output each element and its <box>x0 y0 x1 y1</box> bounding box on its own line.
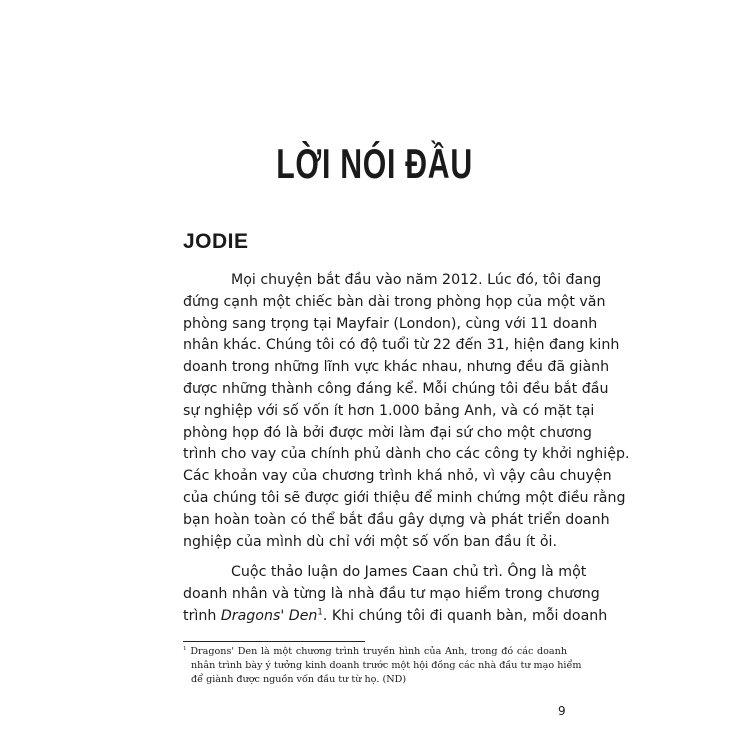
paragraph-line: phòng họp đó là bởi được mời làm đại sứ cho một chương <box>183 424 592 441</box>
footnote-text: Dragons' Den là một chương trình truyền hình của Anh, trong đó các doanh <box>186 646 567 657</box>
page-number: 9 <box>558 704 566 718</box>
footnote-line: để giành được nguồn vốn đầu tư từ họ. (ND) <box>191 674 407 685</box>
footnote <box>183 645 582 687</box>
paragraph-line: Các khoản vay của chương trình khá nhỏ, vì vậy câu chuyện <box>183 468 612 485</box>
text: trình <box>183 607 221 624</box>
paragraph-line: đứng cạnh một chiếc bàn dài trong phòng họp của một văn <box>183 293 606 310</box>
chapter-title <box>0 140 750 188</box>
paragraph-line: trình cho vay của chính phủ dành cho các công ty khởi nghiệp. <box>183 446 630 463</box>
paragraph-line: phòng sang trọng tại Mayfair (London), cùng với 11 doanh <box>183 315 598 332</box>
paragraph-1 <box>183 270 630 553</box>
text: . Khi chúng tôi đi quanh bàn, mỗi doanh <box>322 607 608 624</box>
footnote-marker: 1 <box>183 645 187 652</box>
paragraph-line: của chúng tôi sẽ được giới thiệu để minh chứng một điều rằng <box>183 489 626 506</box>
paragraph-line <box>183 606 608 628</box>
paragraph-line: sự nghiệp với số vốn ít hơn 1.000 bảng Anh, và có mặt tại <box>183 402 595 419</box>
paragraph-line: doanh trong những lĩnh vực khác nhau, nhưng đều đã giành <box>183 359 610 376</box>
footnote-line: nhân trình bày ý tưởng kinh doanh trước một hội đồng các nhà đầu tư mạo hiểm <box>191 660 582 671</box>
paragraph-line: bạn hoàn toàn có thể bắt đầu gây dựng và phát triển doanh <box>183 511 610 528</box>
section-heading: JODIE <box>183 230 249 253</box>
paragraph-line: doanh nhân và từng là nhà đầu tư mạo hiểm trong chương <box>183 585 600 602</box>
show-title: Dragons' Den <box>220 607 318 624</box>
paragraph-line: Mọi chuyện bắt đầu vào năm 2012. Lúc đó, tôi đang <box>231 272 602 288</box>
paragraph-line: Cuộc thảo luận do James Caan chủ trì. Ông là một <box>231 564 587 580</box>
paragraph-line: được những thành công đáng kể. Mỗi chúng tôi đều bắt đầu <box>183 380 609 397</box>
paragraph-line: nghiệp của mình dù chỉ với một số vốn ban đầu ít ỏi. <box>183 533 557 550</box>
paragraph-line: nhân khác. Chúng tôi có độ tuổi từ 22 đến 31, hiện đang kinh <box>183 337 620 354</box>
footnote-line <box>183 645 567 659</box>
paragraph-2 <box>183 562 608 627</box>
footnote-divider <box>183 641 365 642</box>
footnote-ref: 1 <box>317 606 323 617</box>
chapter-title-text: LỜI NÓI ĐẦU <box>276 140 474 187</box>
